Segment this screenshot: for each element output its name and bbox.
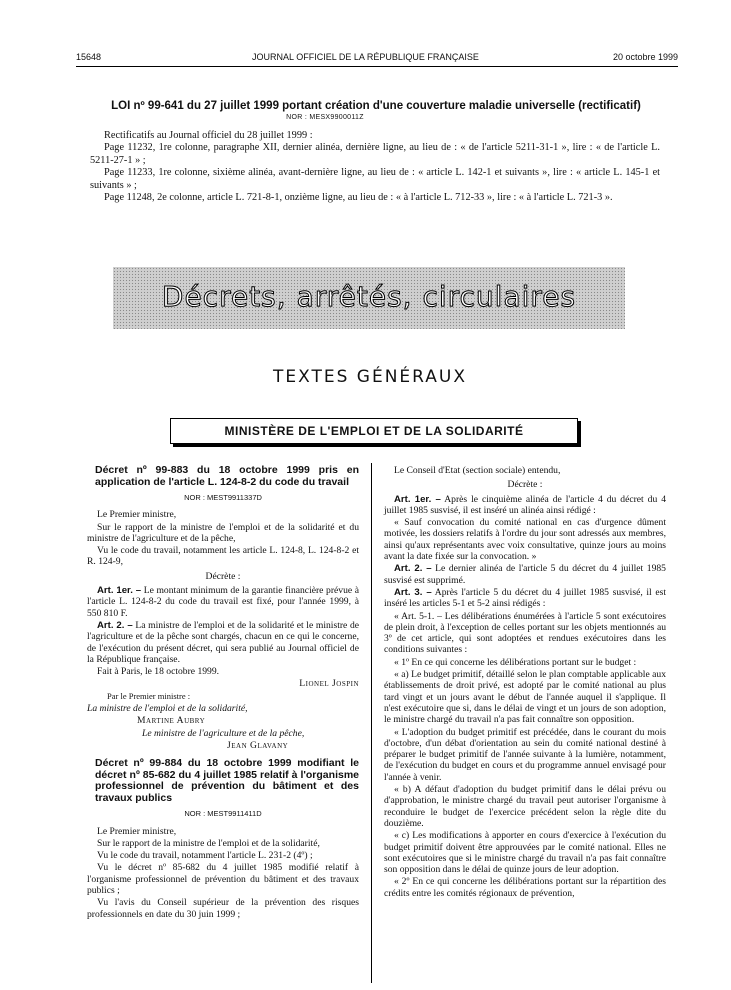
art-text: Après le cinquième alinéa de l'article 4 du décret du 4 juillet 1985 susvisé, il est inséré un alinéa ainsi rédigé : <box>384 493 667 516</box>
left-column <box>87 465 359 921</box>
decree1-para: Le Premier ministre, <box>97 509 177 521</box>
minister1-name: Martine Aubry <box>137 715 206 727</box>
law-corrections <box>90 130 660 204</box>
decree2-nor: NOR : MEST9911411D <box>184 809 262 819</box>
ministry-box <box>170 418 578 444</box>
decree1-art1 <box>87 585 359 619</box>
decree2-art1 <box>384 494 666 517</box>
decree1-para: Vu le code du travail, notamment les article L. 124-8, L. 124-8-2 et R. 124-9, <box>87 545 359 568</box>
decree2-point-a2: « L'adoption du budget primitif est précédée, dans le courant du mois d'octobre, d'un débat d'orientation au sein du comité national destiné à préparer le budget primitif de l'année suivante à la lumière, notamment, de l'exécution du budget en cours et du programme annuel envisagé pour l'année à venir. <box>384 726 666 783</box>
decree1-place-date: Fait à Paris, le 18 octobre 1999. <box>97 666 220 678</box>
art-label: Art. 3. – <box>394 586 432 598</box>
art-label: Art. 2. – <box>394 563 432 575</box>
art-text: Après l'article 5 du décret du 4 juillet 1985 susvisé, il est inséré les articles 5-1 et 5-2 ainsi rédigés : <box>384 586 666 610</box>
decree2-art5-1: « Art. 5-1. – Les délibérations énumérées à l'article 5 sont exécutoires de plein droit, à l'exception de celles portant sur les objets mentionnés au 3º de cet article, qui sont adoptées et rendues exécutoires dans les conditions suivantes : <box>384 610 666 656</box>
section-banner <box>113 267 625 329</box>
decree2-para: Vu l'avis du Conseil supérieur de la prévention des risques professionnels en date du 30 juin 1999 ; <box>87 897 359 920</box>
law-nor: NOR : MESX9900011Z <box>286 114 364 121</box>
art-text: La ministre de l'emploi et de la solidarité et le ministre de l'agriculture et de la pêche sont chargés, chacun en ce qui le concerne, de l'exécution du présent décret, qui sera publié au Journal officiel de la République française. <box>87 619 360 665</box>
decree2-para: Sur le rapport de la ministre de l'emploi et de la solidarité, <box>97 837 320 849</box>
decree1-nor: NOR : MEST9911337D <box>184 493 262 502</box>
issue-date: 20 octobre 1999 <box>612 52 678 62</box>
decree2-para: Le Premier ministre, <box>97 825 177 837</box>
minister1-role: La ministre de l'emploi et de la solidarité, <box>87 703 248 715</box>
art-label: Art. 1er. – <box>394 493 441 505</box>
column-divider <box>371 463 372 983</box>
decree1-para: Sur le rapport de la ministre de l'emploi et de la solidarité et du ministre de l'agriculture et de la pêche, <box>87 521 359 544</box>
correction-item: Page 11232, 1re colonne, paragraphe XII, dernier alinéa, dernière ligne, au lieu de : « de l'article 5211-31-1 », lire : « de l'article L. 5211-27-1 » ; <box>90 142 660 166</box>
decree2-art3 <box>384 587 666 610</box>
banner-title: Décrets, arrêtés, circulaires <box>161 280 577 313</box>
decree2-point1: « 1º En ce qui concerne les délibérations portant sur le budget : <box>394 656 637 668</box>
header-divider <box>76 66 678 67</box>
decree2-title: Décret nº 99-884 du 18 octobre 1999 modifiant le décret nº 85-682 du 4 juillet 1985 relatif à l'organisme professionnel de prévention du bâtiment et des travaux publics <box>95 757 359 804</box>
decree2-art2 <box>384 563 666 586</box>
right-column <box>384 465 666 900</box>
pm-signature: Lionel Jospin <box>299 678 359 690</box>
correction-item: Page 11248, 2e colonne, article L. 721-8-1, onzième ligne, au lieu de : « à l'article L. 712-33 », lire : « à l'article L. 721-3 ». <box>104 192 613 204</box>
decree2-para: Le Conseil d'Etat (section sociale) entendu, <box>394 465 561 476</box>
page-number: 15648 <box>76 52 102 62</box>
decree2-para: Vu le code du travail, notamment l'article L. 231-2 (4º) ; <box>97 850 313 862</box>
art-text: Le dernier alinéa de l'article 5 du décret du 4 juillet 1985 susvisé est supprimé. <box>384 563 666 586</box>
minister2-name: Jean Glavany <box>227 739 289 751</box>
law-title: LOI nº 99-641 du 27 juillet 1999 portant création d'une couverture maladie universelle (rectificatif) <box>111 100 641 112</box>
art-label: Art. 1er. – <box>97 585 142 597</box>
decree1-title: Décret nº 99-883 du 18 octobre 1999 pris en application de l'article L. 124-8-2 du code du travail <box>95 464 359 488</box>
art-text: Le montant minimum de la garantie financière prévue à l'article L. 124-8-2 du code du travail est fixé, pour l'année 1999, à 550 810 F. <box>87 585 360 619</box>
corrections-intro: Rectificatifs au Journal officiel du 28 juillet 1999 : <box>104 130 313 141</box>
decree2-decrete: Décrète : <box>507 479 543 491</box>
ministry-name: MINISTÈRE DE L'EMPLOI ET DE LA SOLIDARITÉ <box>224 424 524 438</box>
minister2-role: Le ministre de l'agriculture et de la pêche, <box>142 727 305 739</box>
journal-title: JOURNAL OFFICIEL DE LA RÉPUBLIQUE FRANÇAISE <box>252 52 479 62</box>
correction-item: Page 11233, 1re colonne, sixième alinéa, avant-dernière ligne, au lieu de : « article L. 142-1 et suivants », lire : « article L. 145-1 et suivants » ; <box>90 167 660 191</box>
decree2-point-c: « c) Les modifications à apporter en cours d'exercice à l'exécution du budget primitif doivent être approuvées par le comité national. Elles ne sont exécutoires que si le ministre chargé du travail n'a pas fait connaître son opposition dans le délai de quinze jours de leur adoption. <box>384 830 666 876</box>
decree1-art2 <box>87 620 359 665</box>
decree2-point-b: « b) A défaut d'adoption du budget primitif dans le délai prévu ou d'approbation, le ministre chargé du travail peut autoriser l'organisme à reconduire le budget de l'exercice précédent selon la règle dite du douzième. <box>384 784 666 829</box>
decree2-para: Vu le décret nº 85-682 du 4 juillet 1985 modifié relatif à l'organisme professionnel de prévention du bâtiment et des travaux publics ; <box>87 862 359 897</box>
art-label: Art. 2. – <box>97 619 133 631</box>
by-pm: Par le Premier ministre : <box>107 690 191 701</box>
decree2-point2: « 2º En ce qui concerne les délibérations portant sur la répartition des crédits entre les comités régionaux de prévention, <box>384 876 666 899</box>
decree2-point-a: « a) Le budget primitif, détaillé selon le plan comptable applicable aux établissements de droit privé, est adopté par le comité national au plus tard vingt et un jours avant le début de l'année auquel il s'applique. Il n'est exécutoire que si, dans le délai de vingt et un jours de son adoption, le ministre chargé du travail n'a pas fait connaître son opposition. <box>384 669 666 726</box>
section-title: TEXTES GÉNÉRAUX <box>272 367 467 387</box>
decree1-decrete: Décrète : <box>205 570 241 582</box>
decree2-art1-quote: « Sauf convocation du comité national en cas d'urgence dûment motivée, les dossiers relatifs à l'ordre du jour sont adressés aux membres, ainsi qu'aux représentants avec voix consultative, quinze jours au moins avant la date fixée sur la convocation. » <box>384 517 666 563</box>
